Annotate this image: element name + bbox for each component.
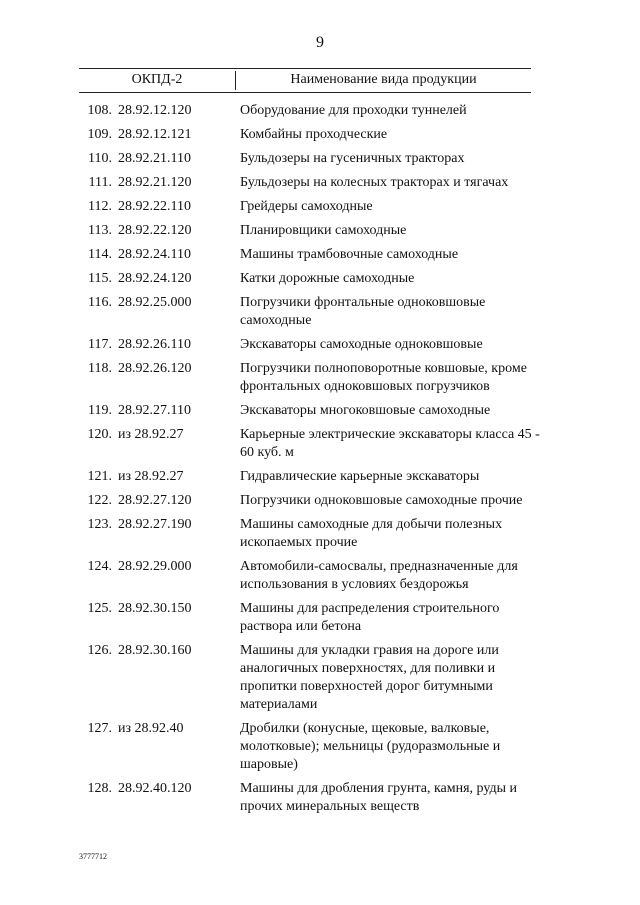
row-number: 113. <box>88 223 112 238</box>
row-number: 119. <box>88 403 112 418</box>
table-row <box>0 402 640 420</box>
okpd-code: из 28.92.40 <box>118 721 184 736</box>
product-name: Гидравлические карьерные экскаваторы <box>240 469 480 484</box>
table-row <box>0 198 640 216</box>
row-number: 121. <box>87 469 112 484</box>
product-name: Погрузчики одноковшовые самоходные прочие <box>240 493 523 508</box>
product-name: Планировщики самоходные <box>240 223 407 238</box>
product-name: Комбайны проходческие <box>240 127 388 142</box>
okpd-code: 28.92.30.150 <box>118 601 192 616</box>
product-name: Оборудование для проходки туннелей <box>240 103 467 118</box>
okpd-code: 28.92.22.110 <box>118 199 191 214</box>
okpd-code: 28.92.30.160 <box>118 643 192 658</box>
row-number: 111. <box>88 175 112 190</box>
row-number: 114. <box>88 247 112 262</box>
product-name: Машины для дробления грунта, камня, руды и прочих минеральных веществ <box>240 781 518 814</box>
product-name: Экскаваторы самоходные одноковшовые <box>240 337 483 352</box>
document-id: 3777712 <box>79 852 107 861</box>
okpd-code: 28.92.25.000 <box>118 295 192 310</box>
table-row <box>0 558 640 594</box>
okpd-code: 28.92.21.110 <box>118 151 191 166</box>
product-name: Экскаваторы многоковшовые самоходные <box>240 403 491 418</box>
row-number: 123. <box>87 517 112 532</box>
header-code-column: ОКПД-2 <box>131 72 183 87</box>
row-number: 109. <box>87 127 112 142</box>
okpd-code: 28.92.12.121 <box>118 127 192 142</box>
product-name: Карьерные электрические экскаваторы класса 45 - 60 куб. м <box>240 427 540 460</box>
table-row <box>0 336 640 354</box>
row-number: 116. <box>88 295 112 310</box>
table-row <box>0 426 640 462</box>
product-name: Машины для распределения строительного раствора или бетона <box>240 601 500 634</box>
table-row <box>0 780 640 816</box>
table-row <box>0 102 640 120</box>
product-name: Бульдозеры на гусеничных тракторах <box>240 151 465 166</box>
okpd-code: 28.92.12.120 <box>118 103 192 118</box>
row-number: 125. <box>87 601 112 616</box>
table-row <box>0 270 640 288</box>
product-name: Погрузчики фронтальные одноковшовые самоходные <box>240 295 486 328</box>
table-row <box>0 174 640 192</box>
table-row <box>0 222 640 240</box>
okpd-code: 28.92.24.110 <box>118 247 191 262</box>
okpd-code: из 28.92.27 <box>118 427 184 442</box>
okpd-code: 28.92.22.120 <box>118 223 192 238</box>
okpd-code: 28.92.27.120 <box>118 493 192 508</box>
okpd-code: 28.92.26.110 <box>118 337 191 352</box>
table-row <box>0 246 640 264</box>
row-number: 117. <box>88 337 112 352</box>
row-number: 110. <box>88 151 112 166</box>
product-name: Машины самоходные для добычи полезных ископаемых прочие <box>240 517 503 550</box>
table-row <box>0 600 640 636</box>
okpd-code: из 28.92.27 <box>118 469 184 484</box>
product-name: Грейдеры самоходные <box>240 199 373 214</box>
page-number: 9 <box>316 34 324 51</box>
table-row <box>0 642 640 714</box>
product-name: Дробилки (конусные, щековые, валковые, молотковые); мельницы (рудоразмольные и шаровые) <box>240 721 501 772</box>
row-number: 127. <box>87 721 112 736</box>
product-name: Машины трамбовочные самоходные <box>240 247 459 262</box>
okpd-code: 28.92.21.120 <box>118 175 192 190</box>
product-name: Автомобили-самосвалы, предназначенные для использования в условиях бездорожья <box>240 559 518 592</box>
table-row <box>0 720 640 774</box>
row-number: 126. <box>87 643 112 658</box>
product-name: Бульдозеры на колесных тракторах и тягачах <box>240 175 509 190</box>
row-number: 108. <box>87 103 112 118</box>
row-number: 120. <box>87 427 112 442</box>
okpd-code: 28.92.29.000 <box>118 559 192 574</box>
table-row <box>0 360 640 396</box>
table-row <box>0 294 640 330</box>
row-number: 122. <box>87 493 112 508</box>
table-row <box>0 516 640 552</box>
okpd-code: 28.92.40.120 <box>118 781 192 796</box>
table-row <box>0 126 640 144</box>
row-number: 128. <box>87 781 112 796</box>
table-row <box>0 150 640 168</box>
table-row <box>0 492 640 510</box>
okpd-code: 28.92.26.120 <box>118 361 192 376</box>
okpd-code: 28.92.27.110 <box>118 403 191 418</box>
product-name: Машины для укладки гравия на дороге или аналогичных поверхностях, для поливки и пропитки поверхностей дорог битумными материалами <box>240 643 499 712</box>
okpd-code: 28.92.27.190 <box>118 517 192 532</box>
row-number: 112. <box>88 199 112 214</box>
okpd-code: 28.92.24.120 <box>118 271 192 286</box>
header-name-column: Наименование вида продукции <box>290 72 477 87</box>
product-name: Катки дорожные самоходные <box>240 271 415 286</box>
table-header <box>79 68 531 93</box>
product-list <box>0 102 640 822</box>
row-number: 115. <box>88 271 112 286</box>
row-number: 124. <box>87 559 112 574</box>
table-row <box>0 468 640 486</box>
row-number: 118. <box>88 361 112 376</box>
product-name: Погрузчики полноповоротные ковшовые, кроме фронтальных одноковшовых погрузчиков <box>240 361 527 394</box>
